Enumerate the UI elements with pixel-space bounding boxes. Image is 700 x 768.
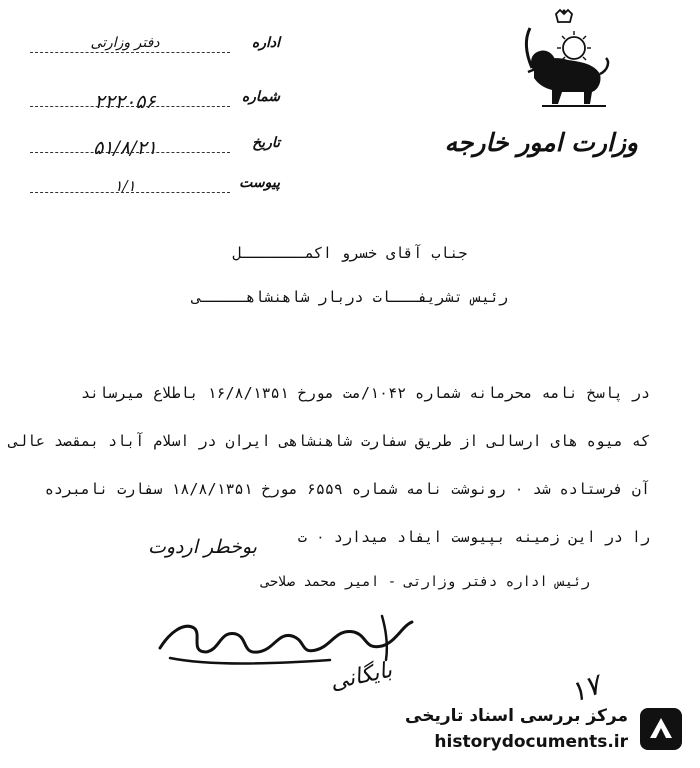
signer-line: رئیس اداره دفتر وزارتی - امیر محمد صلاحی [261,574,590,590]
field-attachment-label: پیوست [239,175,280,191]
watermark [405,700,690,758]
field-office-value: دفتر وزارتی [90,35,160,51]
handwritten-note: بوخطر اردوت [148,536,257,558]
field-attachment [30,175,280,201]
watermark-url: historydocuments.ir [434,732,628,752]
field-date-line [30,152,230,153]
field-date-label: تاریخ [252,135,280,151]
corner-number: ۱۷ [565,667,605,710]
body-line: آن فرستاده شد ۰ رونوشت نامه شماره ۶۵۵۹ مورخ ۱۸/۸/۱۳۵۱ سفارت نامبرده [44,480,650,498]
body-line: که میوه های ارسالی از طریق سفارت شاهنشاهی ایران در اسلام آباد بمقصد عالی [8,432,650,450]
ministry-title: وزارت امور خارجه [444,128,638,157]
body-line: را در این زمینه بپیوست ایفاد میدارد ۰ ت [297,528,650,546]
addressee-name: جناب آقای خسرو اکمـــــــل [232,244,468,262]
field-attachment-value: ۱/۱ [114,177,136,195]
field-number [30,89,280,115]
addressee-title: رئیس تشریفـــات دربار شاهنشاهـــــی [191,288,509,306]
field-date-value: ۵۱/۸/۲۱ [93,137,157,159]
field-date [30,135,280,161]
body-line: در پاسخ نامه محرمانه شماره ۱۰۴۲/مت مورخ ۱۶/۸/۱۳۵۱ باطلاع میرساند [81,384,650,402]
field-number-line [30,106,230,107]
archive-annotation: بایگانی [328,657,395,696]
field-number-value: ۲۲۲۰۵۶ [94,91,156,113]
field-number-label: شماره [241,89,280,105]
lion-and-sun-emblem-icon [512,8,612,108]
field-office-line [30,52,230,53]
watermark-title: مرکز بررسی اسناد تاریخی [405,706,628,726]
field-office [30,35,280,61]
field-attachment-line [30,192,230,193]
field-office-label: اداره [251,35,280,51]
archive-logo-icon [636,704,686,754]
